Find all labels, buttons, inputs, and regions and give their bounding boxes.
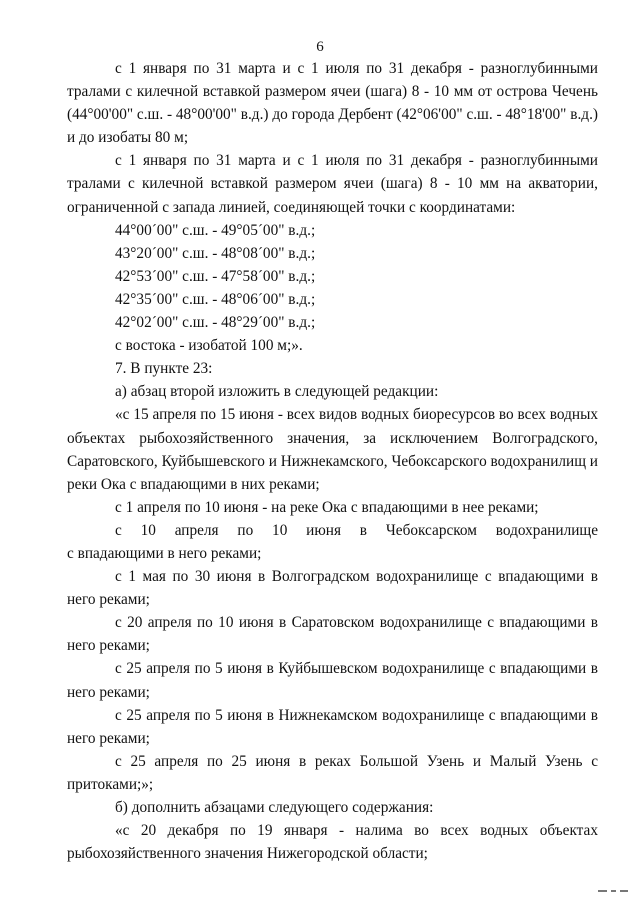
volgograd-paragraph: с 1 мая по 30 июня в Волгоградском водохранилище с впадающими в него реками; xyxy=(67,568,598,609)
east-boundary-line: с востока - изобатой 100 м;». xyxy=(115,337,303,355)
paragraph-rest: тралами с килечной вставкой размером ячеи (шага) 8 - 10 мм от острова Чечень (44°00'00" с.ш. - 48°00'00" в.д.) до города Дербент (42°06'00" с.ш. - 48°18'00" в.д.) и до изобаты 80 м; xyxy=(67,83,598,147)
saratov-paragraph: с 20 апреля по 10 июня в Саратовском водохранилище с впадающими в него реками; xyxy=(67,614,598,655)
oka-paragraph: с 1 апреля по 10 июня - на реке Ока с впадающими в нее реками; xyxy=(115,498,539,516)
kuibyshev-paragraph: с 25 апреля по 5 июня в Куйбышевском водохранилище с впадающими в него реками; xyxy=(67,660,598,701)
paragraph-rest: тралами с килечной вставкой размером ячеи (шага) 8 - 10 мм на акватории, ограниченной с запада линией, соединяющей точки с координатами: xyxy=(67,175,598,216)
scan-mark-decoration xyxy=(598,890,628,893)
burbot-paragraph: «с 20 декабря по 19 января - налима во всех водных объектах рыбохозяйственного значения Нижегородской области; xyxy=(67,822,598,863)
uzen-paragraph: с 25 апреля по 25 июня в реках Большой Узень и Малый Узень с притоками;»; xyxy=(67,752,598,793)
paragraph-line-1: с 1 января по 31 марта и с 1 июля по 31 декабря - разноглубинными xyxy=(115,60,598,77)
coordinate-line: 42°35´00" с.ш. - 48°06´00" в.д.; xyxy=(115,290,316,308)
subitem-a: а) абзац второй изложить в следующей редакции: xyxy=(115,383,439,401)
coordinate-line: 43°20´00" с.ш. - 48°08´00" в.д.; xyxy=(115,244,316,262)
cheboksary-line-2: с впадающими в него реками; xyxy=(67,544,262,562)
coordinate-line: 42°53´00" с.ш. - 47°58´00" в.д.; xyxy=(115,267,316,285)
document-body xyxy=(67,57,598,865)
paragraph-chechen-trawl xyxy=(67,57,598,149)
page-number: 6 xyxy=(316,39,324,55)
coordinate-line: 42°02´00" с.ш. - 48°29´00" в.д.; xyxy=(115,314,316,332)
nizhnekamsk-paragraph: с 25 апреля по 5 июня в Нижнекамском водохранилище с впадающими в него реками; xyxy=(67,706,598,747)
cheboksary-paragraph xyxy=(67,519,598,565)
paragraph-aquatory-trawl xyxy=(67,149,598,218)
paragraph-line-1: с 1 января по 31 марта и с 1 июля по 31 декабря - разноглубинными xyxy=(115,152,598,170)
coordinate-line: 44°00´00" с.ш. - 49°05´00" в.д.; xyxy=(115,221,316,239)
subitem-b: б) дополнить абзацами следующего содержания: xyxy=(115,799,434,816)
cheboksary-line-1: с 10 апреля по 10 июня в Чебоксарском водохранилище xyxy=(115,521,598,539)
quote-main-paragraph: «с 15 апреля по 15 июня - всех видов водных биоресурсов во всех водных объектах рыбохозяйственного значения, за исключением Волгоградского, Саратовского, Куйбышевского и Нижнекамского, Чебоксарского водохранилищ и реки Ока с впадающими в них реками; xyxy=(67,406,598,493)
item-heading: 7. В пункте 23: xyxy=(115,360,213,378)
